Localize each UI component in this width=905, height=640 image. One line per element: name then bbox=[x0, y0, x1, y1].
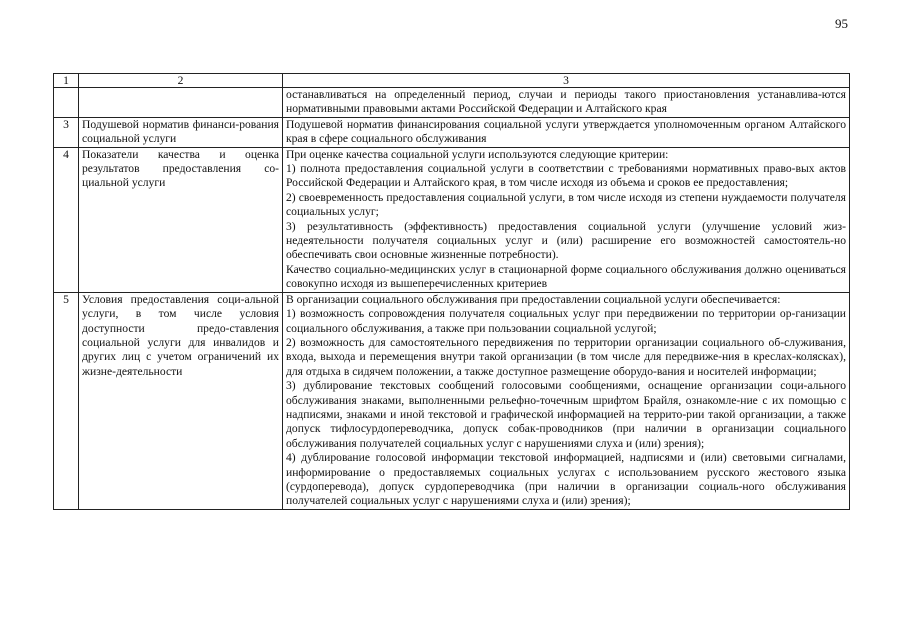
table-header-row bbox=[54, 74, 850, 88]
content-paragraph: 3) результативность (эффективность) предоставления социальной услуги (улучшение условий жиз-недеятельности получателя социальных услуг и (или) расширение его возможностей самостоятель-но обеспечивать свои основные жизненные потребности). bbox=[286, 219, 846, 262]
content-paragraph: При оценке качества социальной услуги используются следующие критерии: bbox=[286, 147, 669, 161]
content-paragraph: Подушевой норматив финансирования социальной услуги утверждается уполномоченным органом Алтайского края в сфере социального обслуживания bbox=[286, 117, 846, 146]
content-paragraph: останавливаться на определенный период, случаи и периоды такого приостановления устанавлива-ются нормативными правовыми актами Российской Федерации и Алтайского края bbox=[286, 88, 846, 116]
column-header: 1 bbox=[54, 74, 79, 88]
content-paragraph: 2) возможность для самостоятельного передвижения по территории организации социального об-служивания, входа, выхода и перемещения внутри такой организации (в том числе для передвиже-ния в креслах-колясках), для отдыха в сидячем положении, а также доступное размещение оборудо-вания и носителей информации; bbox=[286, 335, 846, 378]
content-paragraph: 1) возможность сопровождения получателя социальных услуг при передвижении по территории ор-ганизации социального обслуживания, а также при пользовании социальной услугой; bbox=[286, 307, 846, 335]
row-number bbox=[54, 88, 79, 118]
content-paragraph: 1) полнота предоставления социальной услуги в соответствии с требованиями нормативных право-вых актов Российской Федерации и Алтайского края, в том числе исходя из объема и сроков ее предоставления; bbox=[286, 162, 846, 190]
row-content bbox=[283, 292, 850, 509]
content-paragraph: 4) дублирование голосовой информации текстовой информацией, надписями и (или) световыми сигналами, информирование о предоставляемых социальных услугах с использованием русского жестового языка (сурдоперевода), допуск сурдопереводчика (при наличии в организации социаль-ного обслуживания получателей социальных услуг с нарушениями слуха и (или) зрения); bbox=[286, 451, 846, 508]
content-paragraph: Качество социально-медицинских услуг в стационарной форме социального обслуживания должно оцениваться совокупно исходя из вышеперечисленных критериев bbox=[286, 262, 846, 291]
row-content bbox=[283, 147, 850, 292]
column-header: 3 bbox=[283, 74, 850, 88]
content-paragraph: В организации социального обслуживания при предоставлении социальной услуги обеспечивается: bbox=[286, 292, 781, 306]
table-row bbox=[54, 117, 850, 147]
row-title: Условия предоставления соци-альной услуги, в том числе условия доступности предо-ставления социальной услуги для инвалидов и других лиц с учетом ограничений их жизне-деятельности bbox=[79, 292, 283, 509]
row-title: Показатели качества и оценка результатов предоставления со-циальной услуги bbox=[79, 147, 283, 292]
row-number: 5 bbox=[54, 292, 79, 509]
row-number: 3 bbox=[54, 117, 79, 147]
table-row bbox=[54, 88, 850, 118]
row-title: Подушевой норматив финанси-рования социальной услуги bbox=[79, 117, 283, 147]
row-content bbox=[283, 88, 850, 118]
row-number: 4 bbox=[54, 147, 79, 292]
document-table bbox=[53, 73, 850, 510]
content-paragraph: 2) своевременность предоставления социальной услуги, в том числе исходя из степени нуждаемости получателя социальных услуг; bbox=[286, 190, 846, 219]
page-number: 95 bbox=[835, 16, 848, 31]
column-header: 2 bbox=[79, 74, 283, 88]
table-row bbox=[54, 292, 850, 509]
table-row bbox=[54, 147, 850, 292]
row-content bbox=[283, 117, 850, 147]
content-paragraph: 3) дублирование текстовых сообщений голосовыми сообщениями, оснащение организации соци-ального обслуживания знаками, выполненными рельефно-точечным шрифтом Брайля, ознакомле-ние с их помощью с надписями, знаками и иной текстовой и графической информацией на террито-рии такой организации, а также допуск тифлосурдопереводчика, допуск собак-проводников (при наличии в организации социального обслуживания получателей социальных услуг с нарушениями слуха и (или) зрения); bbox=[286, 379, 846, 450]
row-title bbox=[79, 88, 283, 118]
